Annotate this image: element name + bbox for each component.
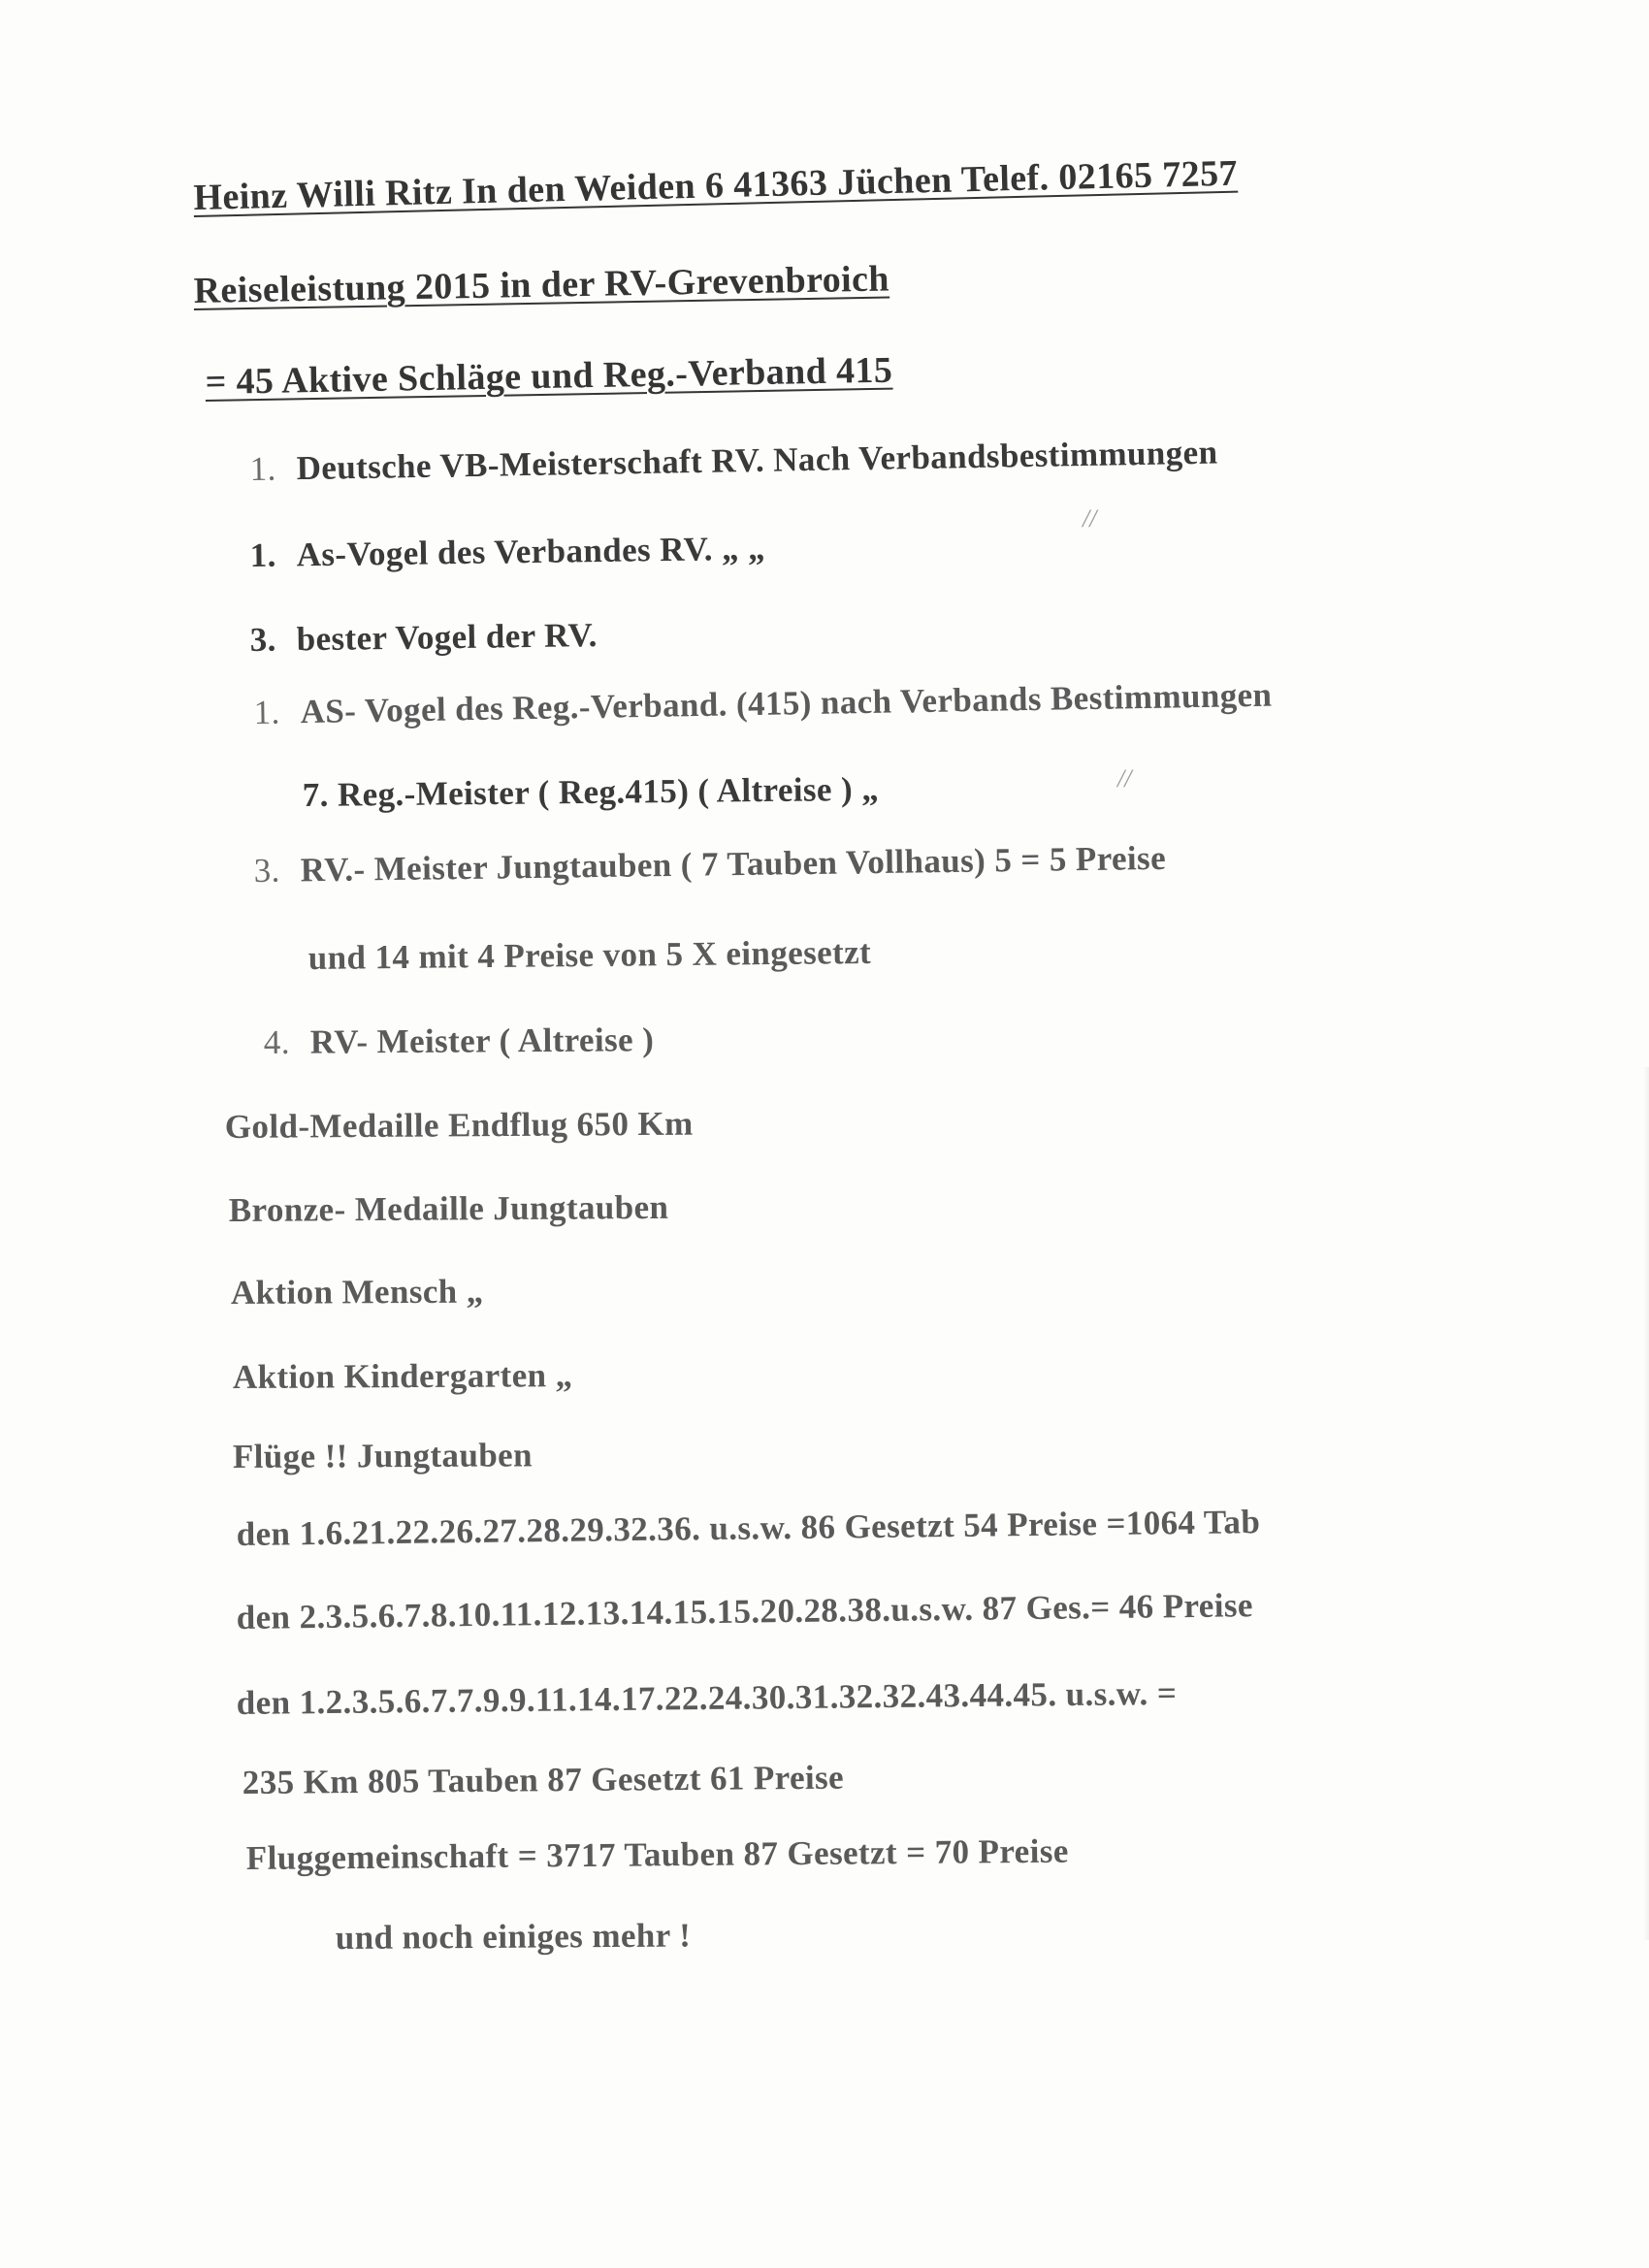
header-title-line: Reiseleistung 2015 in der RV-Grevenbroich <box>193 258 890 312</box>
list-item-text: RV- Meister ( Altreise ) <box>309 1021 655 1061</box>
list-item-number: 4. <box>263 1022 291 1061</box>
list-item-text: As-Vogel des Verbandes RV. „ „ <box>296 529 766 574</box>
flight-line: Fluggemeinschaft = 3717 Tauben 87 Gesetzt = 70 Preise <box>245 1831 1069 1877</box>
list-item-number: 1. <box>253 693 281 732</box>
list-item-number: 3. <box>253 851 281 891</box>
header-address-line: Heinz Willi Ritz In den Weiden 6 41363 Jüchen Telef. 02165 7257 <box>192 152 1239 219</box>
award-line: Flüge !! Jungtauben <box>232 1436 534 1475</box>
award-line: Bronze- Medaille Jungtauben <box>228 1187 669 1229</box>
award-line: Gold-Medaille Endflug 650 Km <box>224 1104 694 1146</box>
list-item-number: 1. <box>249 535 277 575</box>
flight-line: den 2.3.5.6.7.8.10.11.12.13.14.15.15.20.28.38.u.s.w. 87 Ges.= 46 Preise <box>236 1586 1254 1637</box>
list-item <box>308 933 872 978</box>
list-item-text: AS- Vogel des Reg.-Verband. (415) nach Verbands Bestimmungen <box>300 675 1273 731</box>
header-summary-line: = 45 Aktive Schläge und Reg.-Verband 415 <box>205 349 893 404</box>
list-item <box>303 770 880 815</box>
award-line: Aktion Mensch „ <box>230 1272 484 1312</box>
list-item-text: RV.- Meister Jungtauben ( 7 Tauben Vollhaus) 5 = 5 Preise <box>300 838 1167 890</box>
list-item-text: Deutsche VB-Meisterschaft RV. Nach Verbandsbestimmungen <box>296 433 1218 488</box>
closing-line: und noch einiges mehr ! <box>335 1916 692 1957</box>
list-item <box>249 616 598 660</box>
list-item-number: 1. <box>249 449 277 489</box>
list-item <box>249 434 1217 489</box>
list-item <box>253 676 1272 732</box>
list-item <box>249 530 765 575</box>
list-item <box>264 1021 655 1062</box>
ditto-mark: // <box>1117 764 1132 793</box>
scan-edge-shadow <box>1643 1067 1649 1940</box>
list-item-number: 3. <box>249 620 277 660</box>
list-item-text: 7. Reg.-Meister ( Reg.415) ( Altreise ) „ <box>302 769 880 815</box>
flight-line: den 1.2.3.5.6.7.7.9.9.11.14.17.22.24.30.31.32.32.43.44.45. u.s.w. = <box>236 1673 1178 1722</box>
flight-line: den 1.6.21.22.26.27.28.29.32.36. u.s.w. 86 Gesetzt 54 Preise =1064 Tab <box>236 1503 1261 1554</box>
list-item-text: bester Vogel der RV. <box>296 616 598 659</box>
award-line: Aktion Kindergarten „ <box>232 1356 573 1396</box>
ditto-mark: // <box>1083 504 1097 533</box>
flight-line: 235 Km 805 Tauben 87 Gesetzt 61 Preise <box>242 1758 845 1801</box>
list-item <box>253 839 1166 891</box>
list-item-text: und 14 mit 4 Preise von 5 X eingesetzt <box>307 932 872 978</box>
